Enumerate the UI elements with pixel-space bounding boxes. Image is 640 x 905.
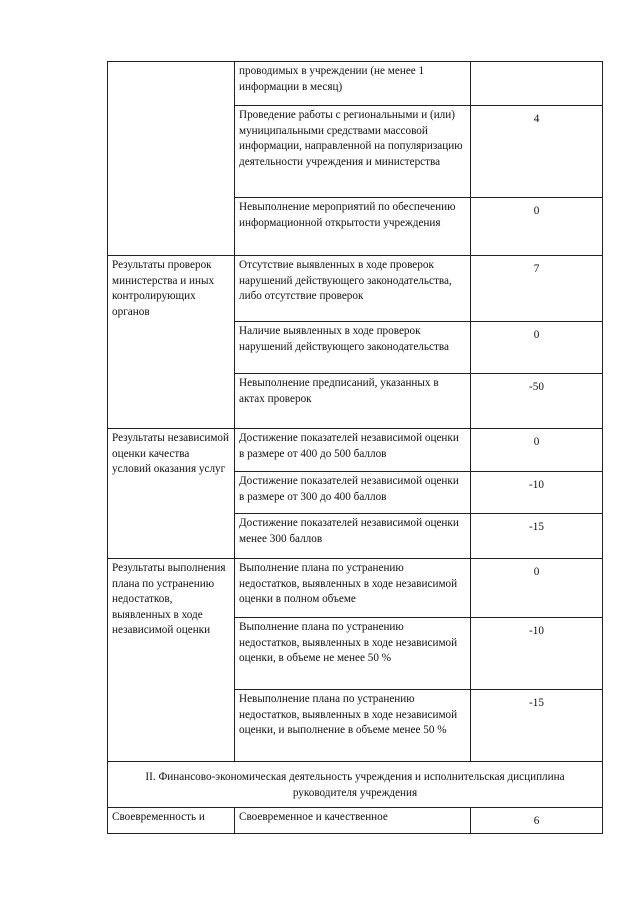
score-cell: 0 — [471, 198, 603, 256]
score-cell: -10 — [471, 618, 603, 690]
section-heading: II. Финансово-экономическая деятельность учреждения и исполнительская дисциплина руководителя учреждения — [108, 762, 603, 808]
score-cell: -15 — [471, 690, 603, 762]
criterion-cell: Результаты выполнения плана по устранению недостатков, выявленных в ходе независимой оценки — [108, 559, 235, 762]
table-row — [108, 559, 603, 618]
table-row — [108, 256, 603, 322]
indicator-cell: Достижение показателей независимой оценки в размере от 400 до 500 баллов — [235, 429, 471, 472]
indicator-cell: Достижение показателей независимой оценки менее 300 баллов — [235, 514, 471, 559]
score-cell: 7 — [471, 256, 603, 322]
criterion-cell: Результаты проверок министерства и иных контролирующих органов — [108, 256, 235, 429]
score-cell: 0 — [471, 322, 603, 374]
score-cell: 4 — [471, 106, 603, 198]
indicator-cell: Невыполнение предписаний, указанных в актах проверок — [235, 374, 471, 429]
indicator-cell: Невыполнение плана по устранению недостатков, выявленных в ходе независимой оценки, и выполнение в объеме менее 50 % — [235, 690, 471, 762]
score-cell: -50 — [471, 374, 603, 429]
indicator-cell: Отсутствие выявленных в ходе проверок нарушений действующего законодательства, либо отсутствие проверок — [235, 256, 471, 322]
score-cell: 0 — [471, 559, 603, 618]
indicator-cell: Невыполнение мероприятий по обеспечению информационной открытости учреждения — [235, 198, 471, 256]
score-cell: -10 — [471, 472, 603, 514]
criterion-cell — [108, 62, 235, 256]
table-row — [108, 62, 603, 106]
section-heading-row — [108, 762, 603, 808]
criterion-cell: Результаты независимой оценки качества условий оказания услуг — [108, 429, 235, 559]
indicator-cell: Своевременное и качественное — [235, 808, 471, 834]
criteria-table — [107, 61, 603, 834]
indicator-cell: Выполнение плана по устранению недостатков, выявленных в ходе независимой оценки в полном объеме — [235, 559, 471, 618]
table-row — [108, 808, 603, 834]
indicator-cell: Наличие выявленных в ходе проверок нарушений действующего законодательства — [235, 322, 471, 374]
score-cell: 0 — [471, 429, 603, 472]
criterion-cell: Своевременность и — [108, 808, 235, 834]
score-cell: -15 — [471, 514, 603, 559]
indicator-cell: Достижение показателей независимой оценки в размере от 300 до 400 баллов — [235, 472, 471, 514]
indicator-cell: Выполнение плана по устранению недостатков, выявленных в ходе независимой оценки, в объеме не менее 50 % — [235, 618, 471, 690]
indicator-cell: проводимых в учреждении (не менее 1 информации в месяц) — [235, 62, 471, 106]
score-cell: 6 — [471, 808, 603, 834]
score-cell — [471, 62, 603, 106]
indicator-cell: Проведение работы с региональными и (или) муниципальными средствами массовой информации, направленной на популяризацию деятельности учреждения и министерства — [235, 106, 471, 198]
table-row — [108, 429, 603, 472]
